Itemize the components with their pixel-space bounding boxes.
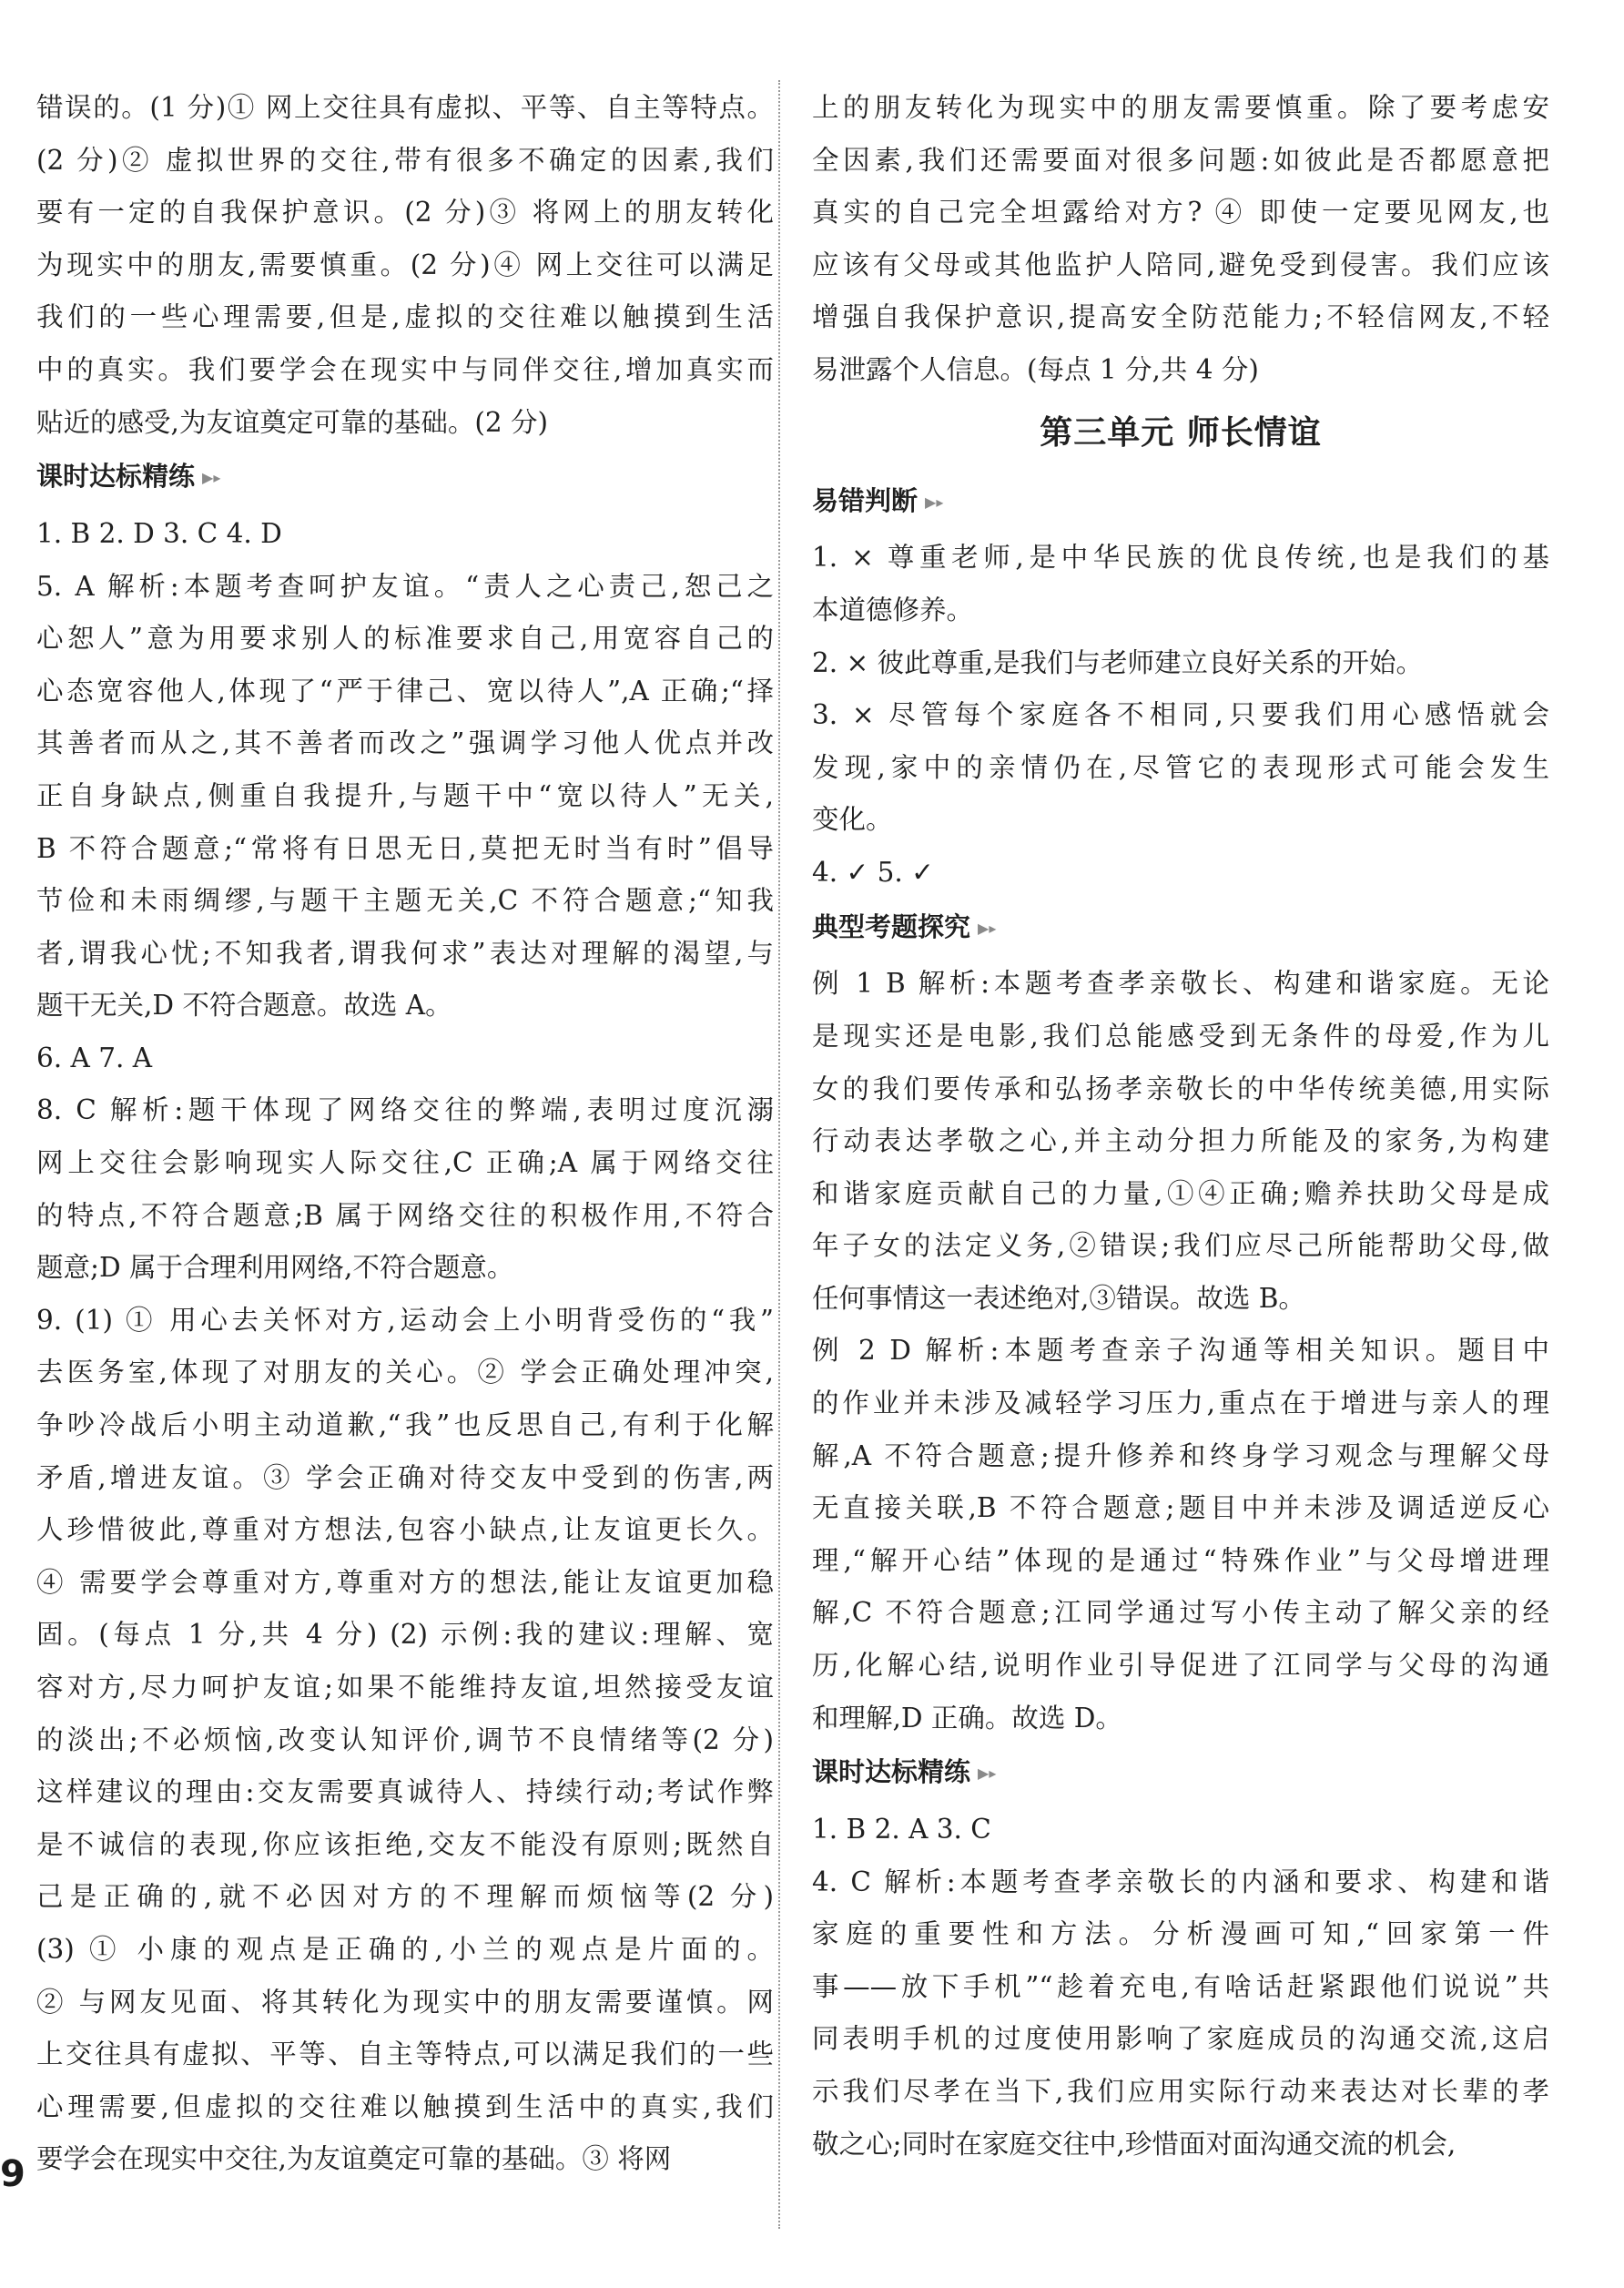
text-line: 例 2 D 解析:本题考查亲子沟通等相关知识。题目中 [812,1335,1549,1367]
text-line: 题意;D 属于合理利用网络,不符合题意。 [36,1252,514,1284]
text-line: 应该有父母或其他监护人陪同,避免受到侵害。我们应该 [812,249,1549,280]
text-line: 中的真实。我们要学会在现实中与同伴交往,增加真实而 [36,353,774,385]
text-line: 心态宽容他人,体现了“严于律己、宽以待人”,A 正确;“择 [36,675,774,707]
text-line: 真实的自己完全坦露给对方? ④ 即使一定要见网友,也 [812,197,1549,229]
text-line: 事——放下手机”“趁着充电,有啥话赶紧跟他们说说”共 [812,1970,1549,2002]
text-line: 5. A 解析:本题考查呵护友谊。“责人之心责己,恕己之 [36,570,774,602]
text-line: 的淡出;不必烦恼,改变认知评价,调节不良情绪等(2 分) [36,1724,774,1755]
text-line: 8. C 解析:题干体现了网络交往的弊端,表明过度沉溺 [36,1094,774,1126]
text-line: 容对方,尽力呵护友谊;如果不能维持友谊,坦然接受友谊 [36,1672,774,1703]
judge-2: 2. × 彼此尊重,是我们与老师建立良好关系的开始。 [812,646,1423,678]
text-line: 是不诚信的表现,你应该拒绝,交友不能没有原则;既然自 [36,1828,774,1860]
text-line: 的特点,不符合题意;B 属于网络交往的积极作用,不符合 [36,1199,774,1231]
text-line: 人珍惜彼此,尊重对方想法,包容小缺点,让友谊更长久。 [36,1514,774,1546]
text-line: 3. × 尽管每个家庭各不相同,只要我们用心感悟就会 [812,699,1549,731]
text-line: 心恕人”意为用要求别人的标准要求自己,用宽容自己的 [36,623,774,655]
text-line: 解,A 不符合题意;提升修养和终身学习观念与理解父母 [812,1439,1549,1471]
text-line: 己是正确的,就不必因对方的不理解而烦恼等(2 分) [36,1881,774,1913]
text-line: 其善者而从之,其不善者而改之”强调学习他人优点并改 [36,727,774,759]
section-title-typical: 典型考题探究 ▶▸ [812,910,997,942]
text-line: 正自身缺点,侧重自我提升,与题干中“宽以待人”无关, [36,779,774,811]
text-line: 任何事情这一表述绝对,③错误。故选 B。 [812,1282,1305,1314]
text-line: 去医务室,体现了对朋友的关心。② 学会正确处理冲突, [36,1357,774,1388]
text-line: (2 分)② 虚拟世界的交往,带有很多不确定的因素,我们 [36,144,774,176]
text-line: 易泄露个人信息。(每点 1 分,共 4 分) [812,353,1259,385]
text-line: 发现,家中的亲情仍在,尽管它的表现形式可能会发生 [812,751,1549,783]
text-line: 家庭的重要性和方法。分析漫画可知,“回家第一件 [812,1918,1549,1950]
text-line: 固。(每点 1 分,共 4 分) (2) 示例:我的建议:理解、宽 [36,1619,774,1651]
text-line: 历,化解心结,说明作业引导促进了江同学与父母的沟通 [812,1650,1549,1682]
text-line: 本道德修养。 [812,594,974,625]
text-line: 敬之心;同时在家庭交往中,珍惜面对面沟通交流的机会, [812,2128,1457,2160]
text-line: 是现实还是电影,我们总能感受到无条件的母爱,作为儿 [812,1020,1549,1052]
text-line: 全因素,我们还需要面对很多问题:如彼此是否都愿意把 [812,144,1549,176]
section-title-practice-right: 课时达标精练 ▶▸ [812,1756,997,1788]
answers-1-4: 1. B 2. D 3. C 4. D [36,517,282,549]
text-line: 同表明手机的过度使用影响了家庭成员的沟通交流,这启 [812,2023,1549,2055]
page-number: 9 [0,2153,25,2195]
text-line: ② 与网友见面、将其转化为现实中的朋友需要谨慎。网 [36,1986,774,2018]
text-line: 女的我们要传承和弘扬孝亲敬长的中华传统美德,用实际 [812,1073,1549,1104]
judge-3 [812,689,1549,847]
text-line: 的作业并未涉及减轻学习压力,重点在于增进与亲人的理 [812,1388,1549,1419]
text-line: 贴近的感受,为友谊奠定可靠的基础。(2 分) [36,406,549,438]
left-intro-paragraph [36,82,774,449]
text-line: 解,C 不符合题意;江同学通过写小传主动了解父亲的经 [812,1597,1549,1629]
text-line: 网上交往会影响现实人际交往,C 正确;A 属于网络交往 [36,1147,774,1179]
question-9-answer [36,1295,774,2186]
text-line: 例 1 B 解析:本题考查孝亲敬长、构建和谐家庭。无论 [812,968,1549,1000]
section-title-judge: 易错判断 ▶▸ [812,484,944,516]
text-line: 错误的。(1 分)① 网上交往具有虚拟、平等、自主等特点。 [36,92,774,123]
left-column [36,82,774,2186]
text-line: 和理解,D 正确。故选 D。 [812,1702,1122,1734]
judge-1 [812,532,1549,636]
text-line: 这样建议的理由:交友需要真诚待人、持续行动;考试作弊 [36,1776,774,1808]
text-line: 要学会在现实中交往,为友谊奠定可靠的基础。③ 将网 [36,2143,672,2175]
question-4-explanation [812,1856,1549,2171]
right-intro-paragraph [812,82,1549,397]
arrow-icon: ▶▸ [978,919,997,937]
text-line: 我们的一些心理需要,但是,虚拟的交往难以触摸到生活 [36,301,774,333]
text-line: 行动表达孝敬之心,并主动分担力所能及的家务,为构建 [812,1125,1549,1157]
question-8-explanation [36,1084,774,1294]
text-line: 心理需要,但虚拟的交往难以触摸到生活中的真实,我们 [36,2090,774,2122]
text-line: 争吵冷战后小明主动道歉,“我”也反思自己,有利于化解 [36,1409,774,1441]
text-line: (3) ① 小康的观点是正确的,小兰的观点是片面的。 [36,1933,774,1965]
arrow-icon: ▶▸ [202,469,221,487]
example-1 [812,958,1549,1325]
text-line: 理,“解开心结”体现的是通过“特殊作业”与父母增进理 [812,1544,1549,1576]
text-line: 节俭和未雨绸缪,与题干主题无关,C 不符合题意;“知我 [36,885,774,917]
arrow-icon: ▶▸ [925,493,944,511]
text-line: 1. × 尊重老师,是中华民族的优良传统,也是我们的基 [812,542,1549,574]
text-line: ④ 需要学会尊重对方,尊重对方的想法,能让友谊更加稳 [36,1566,774,1598]
text-line: B 不符合题意;“常将有日思无日,莫把无时当有时”倡导 [36,832,774,864]
text-line: 上交往具有虚拟、平等、自主等特点,可以满足我们的一些 [36,2039,774,2070]
text-line: 示我们尽孝在当下,我们应用实际行动来表达对长辈的孝 [812,2075,1549,2107]
judge-4-5: 4. ✓ 5. ✓ [812,856,934,888]
answers-6-7: 6. A 7. A [36,1042,153,1073]
text-line: 为现实中的朋友,需要慎重。(2 分)④ 网上交往可以满足 [36,249,774,280]
text-line: 要有一定的自我保护意识。(2 分)③ 将网上的朋友转化 [36,197,774,229]
text-line: 和谐家庭贡献自己的力量,①④正确;赡养扶助父母是成 [812,1177,1549,1209]
text-line: 题干无关,D 不符合题意。故选 A。 [36,990,452,1022]
text-line: 9. (1) ① 用心去关怀对方,运动会上小明背受伤的“我” [36,1304,774,1336]
text-line: 上的朋友转化为现实中的朋友需要慎重。除了要考虑安 [812,92,1549,123]
text-line: 无直接关联,B 不符合题意;题目中并未涉及调适逆反心 [812,1492,1549,1524]
text-line: 变化。 [812,804,893,836]
example-2 [812,1325,1549,1744]
text-line: 增强自我保护意识,提高安全防范能力;不轻信网友,不轻 [812,301,1549,333]
right-column [812,82,1549,2171]
answers-1-3: 1. B 2. A 3. C [812,1814,991,1846]
arrow-icon: ▶▸ [978,1764,997,1783]
section-title-practice-left: 课时达标精练 ▶▸ [36,461,221,493]
text-line: 年子女的法定义务,②错误;我们应尽己所能帮助父母,做 [812,1230,1549,1262]
column-divider [778,80,780,2229]
text-line: 者,谓我心忧;不知我者,谓我何求”表达对理解的渴望,与 [36,937,774,969]
text-line: 矛盾,增进友谊。③ 学会正确对待交友中受到的伤害,两 [36,1461,774,1493]
question-5-explanation [36,561,774,1032]
unit-title: 第三单元 师长情谊 [1040,413,1322,452]
text-line: 4. C 解析:本题考查孝亲敬长的内涵和要求、构建和谐 [812,1866,1549,1897]
